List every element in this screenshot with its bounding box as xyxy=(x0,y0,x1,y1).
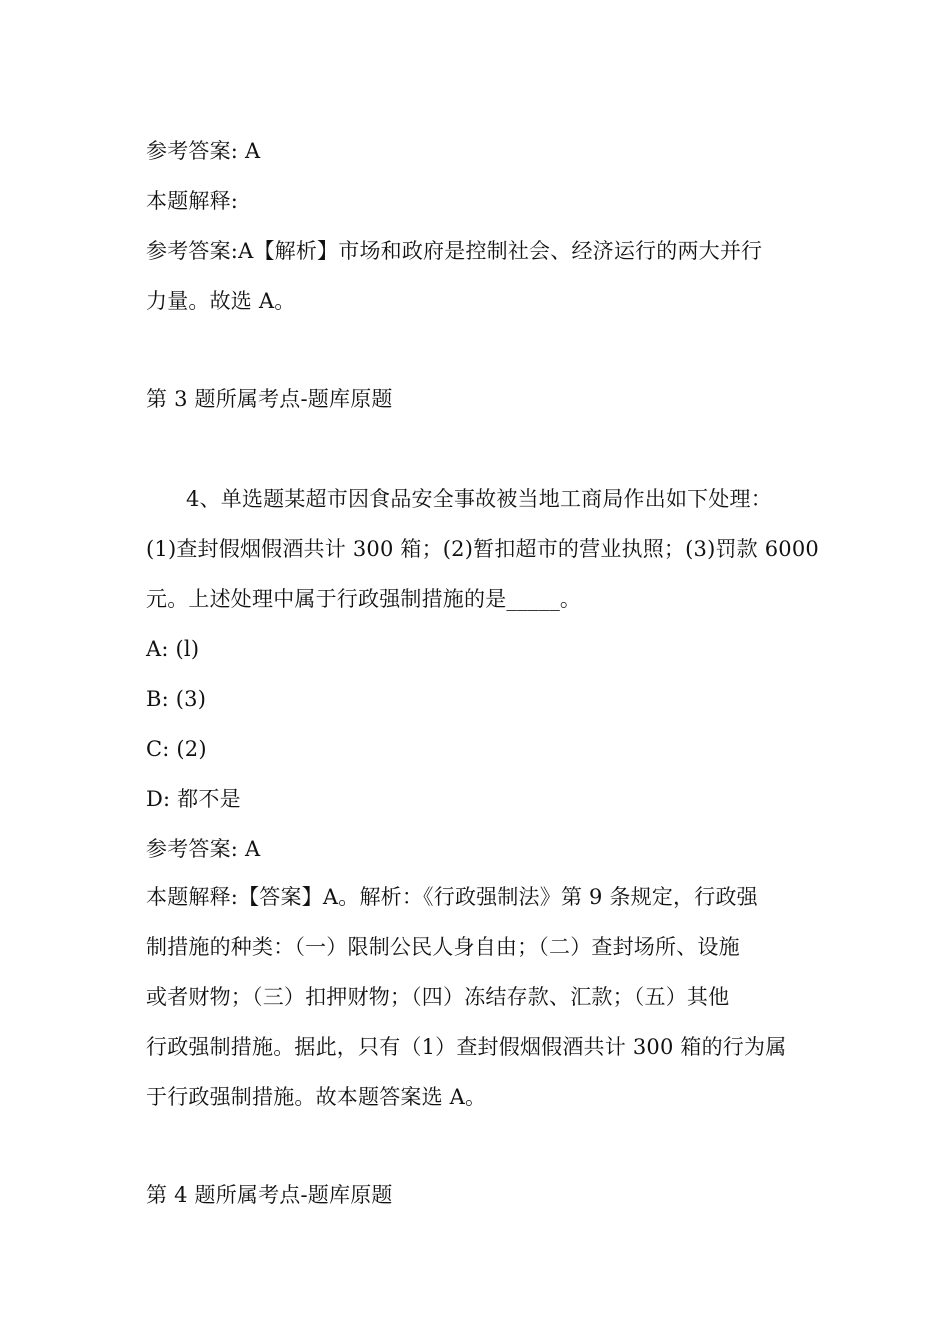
q2-explain-line-2: 力量。故选 A。 xyxy=(146,289,296,313)
q2-explain-label: 本题解释: xyxy=(146,189,239,213)
q2-topic: 第 3 题所属考点-题库原题 xyxy=(146,387,393,411)
q4-explain-line-3: 或者财物；（三）扣押财物；（四）冻结存款、汇款；（五）其他 xyxy=(146,985,730,1009)
q4-option-c: C: (2) xyxy=(146,737,207,761)
q2-answer: 参考答案: A xyxy=(146,139,261,163)
q4-answer: 参考答案: A xyxy=(146,837,261,861)
q4-stem-line-2: (1)查封假烟假酒共计 300 箱；(2)暂扣超市的营业执照；(3)罚款 6000 xyxy=(146,537,819,561)
q2-explain-line-1: 参考答案:A【解析】市场和政府是控制社会、经济运行的两大并行 xyxy=(146,239,763,263)
q4-explain-line-5: 于行政强制措施。故本题答案选 A。 xyxy=(146,1085,487,1109)
q4-stem-line-3: 元。上述处理中属于行政强制措施的是_____。 xyxy=(146,587,582,611)
q4-option-d: D: 都不是 xyxy=(146,787,241,811)
q4-explain-line-4: 行政强制措施。据此，只有（1）查封假烟假酒共计 300 箱的行为属 xyxy=(146,1035,787,1059)
q4-explain-line-1: 本题解释:【答案】A。解析：《行政强制法》第 9 条规定，行政强 xyxy=(146,885,758,909)
q4-option-b: B: (3) xyxy=(146,687,207,711)
q4-topic: 第 4 题所属考点-题库原题 xyxy=(146,1183,393,1207)
q4-option-a: A: (l) xyxy=(146,637,200,661)
q4-explain-line-2: 制措施的种类：（一）限制公民人身自由；（二）查封场所、设施 xyxy=(146,935,740,959)
q4-stem-line-1: 4、单选题某超市因食品安全事故被当地工商局作出如下处理： xyxy=(186,487,772,511)
